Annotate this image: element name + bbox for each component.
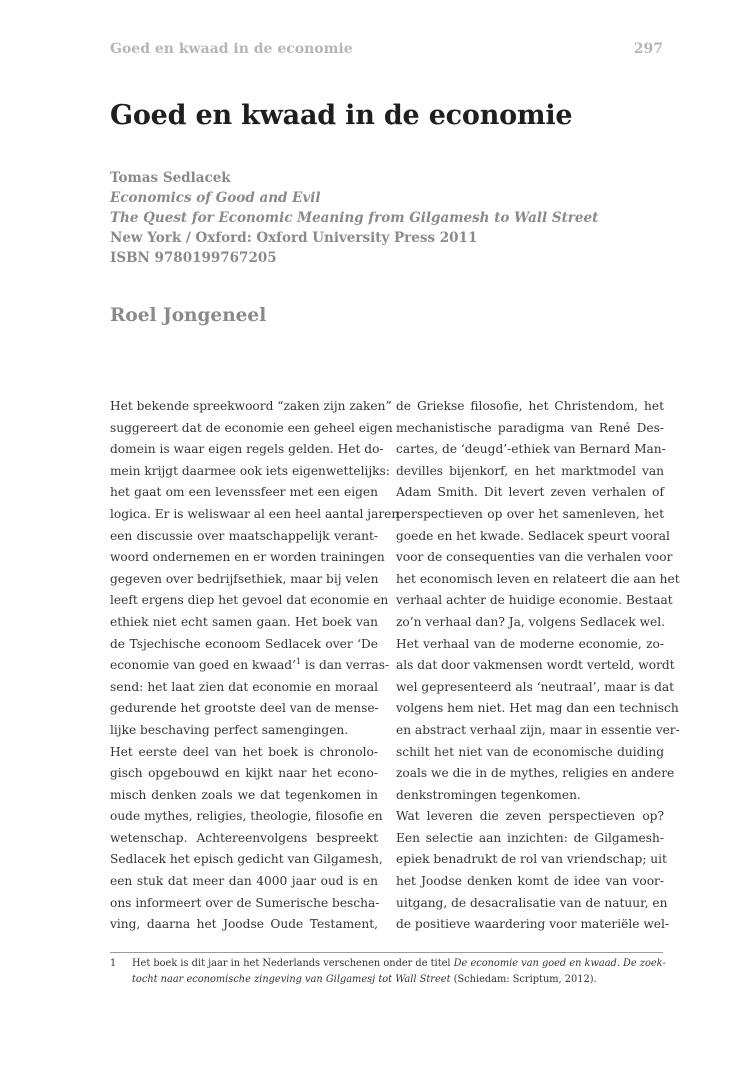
page-number: 297 <box>633 41 663 57</box>
text-line <box>396 871 664 893</box>
text-line <box>110 698 378 720</box>
reviewer-name: Roel Jongeneel <box>110 305 267 326</box>
footnote-text-plain-1: Het boek is dit jaar in het Nederlands verschenen onder de titel <box>132 958 454 969</box>
book-info <box>110 168 670 268</box>
text-line-content: leeft ergens diep het gevoel dat economie en <box>110 593 389 608</box>
footnote-divider <box>110 952 663 953</box>
text-line <box>110 482 378 504</box>
text-line-content: lijke beschaving perfect samengingen. <box>110 722 349 737</box>
text-line <box>396 742 664 764</box>
text-line <box>110 569 378 591</box>
text-line <box>110 828 378 850</box>
text-line <box>110 612 378 634</box>
text-line-content: Een selectie aan inzichten: de Gilgamesh- <box>396 830 664 845</box>
text-line <box>396 418 664 440</box>
text-line-content: devilles bijenkorf, en het marktmodel van <box>396 463 664 478</box>
text-line-content: het gaat om een levenssfeer met een eigen <box>110 485 378 500</box>
text-line-content: als dat door vakmensen wordt verteld, wordt <box>396 658 675 673</box>
text-line-content: wetenschap. Achtereenvolgens bespreekt <box>110 830 378 845</box>
text-line <box>110 720 378 742</box>
text-line-content: woord ondernemen en er worden trainingen <box>110 550 385 565</box>
text-line <box>396 482 664 504</box>
text-line-content: denkstromingen tegenkomen. <box>396 787 581 802</box>
text-line-content: schilt het niet van de economische duiding <box>396 744 664 759</box>
text-line <box>396 526 670 548</box>
running-head <box>110 41 663 57</box>
text-line-content: verhaal achter de huidige economie. Bestaat <box>396 593 673 608</box>
text-line-content: wel gepresenteerd als ‘neutraal’, maar is dat <box>396 679 675 694</box>
text-line <box>396 590 673 612</box>
text-line <box>396 504 664 526</box>
text-line <box>110 634 378 656</box>
text-line-content: ons informeert over de Sumerische bescha- <box>110 895 380 910</box>
text-line-content: uitgang, de desacralisatie van de natuur, en <box>396 895 668 910</box>
text-line <box>110 785 378 807</box>
text-line <box>110 590 389 612</box>
text-line <box>396 547 673 569</box>
text-line-content: Het bekende spreekwoord “zaken zijn zaken” <box>110 399 392 413</box>
text-line-content: Sedlacek het episch gedicht van Gilgamesh, <box>110 852 383 867</box>
text-line-content: suggereert dat de economie een geheel eigen <box>110 420 393 435</box>
text-line <box>110 439 384 461</box>
text-line-content: mein krijgt daarmee ook iets eigenwettelijks: <box>110 463 390 478</box>
text-line-content: Het verhaal van de moderne economie, zo- <box>396 636 664 651</box>
text-line <box>396 849 667 871</box>
text-line <box>396 655 675 677</box>
text-line <box>396 677 675 699</box>
text-line-content: de Griekse filosofie, het Christendom, het <box>396 399 664 413</box>
text-line <box>396 806 664 828</box>
text-line <box>110 526 378 548</box>
text-line <box>110 914 378 936</box>
text-line <box>396 634 664 656</box>
text-line <box>396 396 664 418</box>
running-head-title: Goed en kwaad in de economie <box>110 41 353 57</box>
footnote-text-italic-2: tocht naar economische zingeving van Gilgamesj tot Wall Street <box>132 974 451 985</box>
text-line <box>110 461 390 483</box>
text-line <box>396 612 664 634</box>
text-line-content: Het eerste deel van het boek is chronolo- <box>110 744 378 759</box>
text-line-content: een stuk dat meer dan 4000 jaar oud is en <box>110 874 378 889</box>
text-line-content: oude mythes, religies, theologie, filosofie en <box>110 809 383 824</box>
text-line <box>110 849 383 871</box>
book-subtitle: The Quest for Economic Meaning from Gilgamesh to Wall Street <box>110 210 599 226</box>
text-line-content: Adam Smith. Dit levert zeven verhalen of <box>396 485 664 500</box>
text-line <box>110 893 378 915</box>
text-line-tail: is dan verras- <box>301 658 390 673</box>
text-line-content: goede en het kwade. Sedlacek speurt vooral <box>396 528 670 543</box>
text-line <box>110 418 393 440</box>
text-line-content: Wat leveren die zeven perspectieven op? <box>396 809 664 824</box>
text-line-content: zo’n verhaal dan? Ja, volgens Sedlacek wel. <box>396 614 666 629</box>
text-line <box>396 763 675 785</box>
text-line-content: een discussie over maatschappelijk verant- <box>110 528 378 543</box>
text-line <box>396 461 664 483</box>
book-title: Economics of Good and Evil <box>110 190 321 206</box>
text-line <box>110 677 378 699</box>
text-line-content: en abstract verhaal zijn, maar in essentie ver- <box>396 722 680 737</box>
text-line-content: de Tsjechische econoom Sedlacek over ‘De <box>110 636 378 651</box>
text-line-content: misch denken zoals we dat tegenkomen in <box>110 787 378 802</box>
text-line <box>110 742 378 764</box>
book-publisher: New York / Oxford: Oxford University Press 2011 <box>110 230 478 246</box>
book-author: Tomas Sedlacek <box>110 170 231 186</box>
text-line-content: ethiek niet echt samen gaan. Het boek van <box>110 614 378 629</box>
text-line <box>110 806 383 828</box>
text-line-content: gisch opgebouwd en kijkt naar het econo- <box>110 766 378 781</box>
text-line-content: gegeven over bedrijfsethiek, maar bij velen <box>110 571 379 586</box>
text-line-content: perspectieven op over het samenleven, het <box>396 506 664 521</box>
footnote-number: 1 <box>110 958 117 969</box>
text-line-content: volgens hem niet. Het mag dan een technisch <box>396 701 679 716</box>
text-line <box>396 720 680 742</box>
text-line <box>396 698 679 720</box>
text-line <box>396 439 664 461</box>
right-column <box>396 396 680 936</box>
text-line-content: mechanistische paradigma van René Des- <box>396 420 664 435</box>
text-line-content: het economisch leven en relateert die aan het <box>396 571 680 586</box>
text-line <box>110 547 385 569</box>
footnote-text-plain-2: (Schiedam: Scriptum, 2012). <box>450 974 597 985</box>
text-line-content: zoals we die in de mythes, religies en andere <box>396 766 675 781</box>
text-line-content: het Joodse denken komt de idee van voor- <box>396 874 664 889</box>
left-column <box>110 396 400 936</box>
text-line <box>110 655 390 677</box>
text-line-content: gedurende het grootste deel van de mense- <box>110 701 379 716</box>
footnote <box>110 956 666 988</box>
text-line <box>110 763 378 785</box>
text-line-content: voor de consequenties van die verhalen voor <box>396 550 673 565</box>
text-line <box>396 828 664 850</box>
text-line <box>110 396 392 418</box>
text-line-content: logica. Er is weliswaar al een heel aantal jaren <box>110 506 400 521</box>
footnote-text-italic-1: De economie van goed en kwaad. De zoek- <box>453 958 666 969</box>
text-line <box>110 504 400 526</box>
text-line <box>396 785 664 807</box>
text-line-content: ving, daarna het Joodse Oude Testament, <box>110 917 378 932</box>
footnote-ref[interactable]: 1 <box>295 657 302 667</box>
book-isbn: ISBN 9780199767205 <box>110 250 277 266</box>
text-line-content: economie van goed en kwaad’ <box>110 658 296 673</box>
footnote-line-1 <box>132 956 666 972</box>
text-line-content: domein is waar eigen regels gelden. Het do- <box>110 442 384 457</box>
text-line-content: send: het laat zien dat economie en moraal <box>110 679 378 694</box>
text-line <box>396 914 669 936</box>
article-title: Goed en kwaad in de economie <box>110 100 573 131</box>
text-line <box>396 569 680 591</box>
text-line-content: cartes, de ‘deugd’-ethiek van Bernard Man- <box>396 442 666 457</box>
text-line <box>396 893 668 915</box>
footnote-line-2 <box>132 972 663 988</box>
text-line <box>110 871 378 893</box>
text-line-content: de positieve waardering voor materiële wel- <box>396 917 669 932</box>
text-line-content: epiek benadrukt de rol van vriendschap; uit <box>396 852 667 867</box>
